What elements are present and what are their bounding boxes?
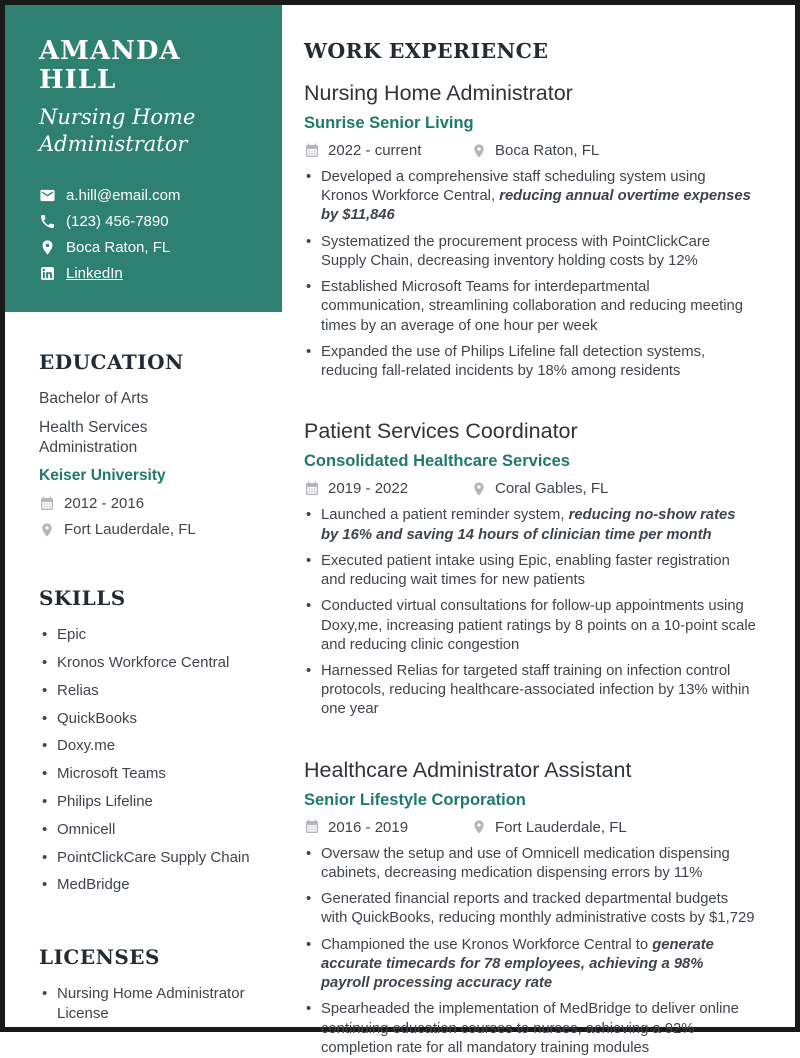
contact-phone-text: (123) 456-7890 — [66, 212, 169, 230]
job-dates-row — [304, 142, 471, 159]
job-meta — [304, 819, 767, 836]
bullet-text: Generated financial reports and tracked departmental budgets with QuickBooks, reducing monthly administrative costs by $1,729 — [321, 891, 755, 927]
job-company: Sunrise Senior Living — [304, 114, 474, 132]
skill-item: • Relias — [39, 681, 254, 701]
license-item: • Nursing Home Administrator License — [39, 984, 254, 1024]
bullet-item — [304, 597, 756, 655]
linkedin-icon — [39, 265, 56, 282]
contact-list — [39, 187, 264, 282]
bullet-text: Established Microsoft Teams for interdepartmental communication, streamlining collaboration and reducing meeting times by an average of one hour per week — [321, 279, 743, 334]
person-name: AMANDA HILL — [39, 36, 181, 95]
job-meta — [304, 142, 767, 159]
bullet-item — [304, 343, 756, 381]
education-field: Health Services Administration — [39, 418, 148, 457]
job-title: Nursing Home Administrator — [304, 81, 573, 105]
bullet-item — [304, 552, 756, 590]
job-location: Boca Raton, FL — [495, 142, 600, 159]
location-pin-icon — [39, 522, 55, 538]
job-company: Senior Lifestyle Corporation — [304, 790, 526, 809]
bullet-text: Executed patient intake using Epic, enabling faster registration and reducing wait times for new patients — [321, 552, 730, 589]
job-title: Healthcare Administrator Assistant — [304, 757, 632, 782]
bullet-item — [304, 278, 756, 336]
skill-item: • Omnicell — [39, 820, 254, 840]
skill-item: • PointClickCare Supply Chain — [39, 848, 254, 868]
work-experience-section — [282, 5, 795, 1056]
location-pin-icon — [39, 239, 56, 256]
linkedin-link[interactable]: LinkedIn — [66, 264, 123, 282]
contact-location — [39, 239, 264, 256]
contact-linkedin — [39, 265, 264, 282]
job-entry — [304, 81, 767, 381]
skill-item: • Kronos Workforce Central — [39, 653, 254, 673]
sidebar — [5, 5, 282, 1027]
calendar-icon — [39, 496, 55, 512]
job-company: Consolidated Healthcare Services — [304, 452, 570, 471]
skill-item: • QuickBooks — [39, 709, 254, 729]
calendar-icon — [304, 481, 320, 497]
skills-heading: SKILLS — [39, 586, 126, 611]
job-dates-row — [304, 819, 471, 836]
job-meta — [304, 480, 767, 497]
location-pin-icon — [471, 819, 487, 835]
job-bullet-list — [304, 168, 767, 381]
bullet-text: Launched a patient reminder system, — [321, 507, 569, 524]
bullet-text: Spearheaded the implementation of MedBridge to deliver online continuing education courses to nurses, achieving a 92% completion rate for all mandatory training modules — [321, 1001, 739, 1056]
education-dates: 2012 - 2016 — [64, 495, 145, 513]
job-dates: 2019 - 2022 — [328, 480, 409, 498]
bullet-item — [304, 168, 756, 226]
skill-item: • Doxy.me — [39, 736, 254, 756]
location-pin-icon — [471, 143, 487, 159]
bullet-text: Conducted virtual consultations for follow-up appointments using Doxy,me, increasing patient ratings by 8 points on a 10-point scale and reducing clinic congestion — [321, 598, 756, 653]
education-school: Keiser University — [39, 467, 166, 485]
skill-item: • Epic — [39, 625, 254, 645]
calendar-icon — [304, 819, 320, 835]
education-heading: EDUCATION — [39, 349, 184, 374]
job-location: Fort Lauderdale, FL — [495, 818, 627, 836]
calendar-icon — [304, 143, 320, 159]
job-location-row — [471, 819, 627, 836]
education-dates-row — [39, 495, 270, 512]
bullet-text: Harnessed Relias for targeted staff training on infection control protocols, reducing healthcare-associated infection by 13% within one year — [321, 662, 750, 718]
skill-item: • Microsoft Teams — [39, 764, 254, 784]
skill-item: • MedBridge — [39, 875, 254, 895]
header-panel — [5, 5, 282, 312]
bullet-text-emphasis: reducing no-show rates by 16% and saving 14 hours of clinician time per month — [321, 507, 736, 543]
contact-location-text: Boca Raton, FL — [66, 238, 171, 256]
job-location: Coral Gables, FL — [495, 480, 609, 498]
phone-icon — [39, 213, 56, 230]
job-dates-row — [304, 480, 471, 497]
licenses-heading: LICENSES — [39, 945, 160, 970]
bullet-text-emphasis: generate accurate timecards for 78 employees, achieving a 98% payroll processing accuracy rate — [321, 936, 714, 992]
job-entry — [304, 758, 767, 1058]
email-icon — [39, 187, 56, 204]
contact-email — [39, 187, 264, 204]
job-bullet-list — [304, 845, 767, 1058]
contact-email-text: a.hill@email.com — [66, 186, 181, 204]
skill-item: • Philips Lifeline — [39, 792, 254, 812]
job-location-row — [471, 142, 599, 159]
licenses-section — [5, 945, 282, 1024]
resume-page — [5, 5, 795, 1056]
job-dates: 2016 - 2019 — [328, 818, 409, 836]
person-job-title: Nursing Home Administrator — [39, 105, 196, 157]
contact-phone — [39, 213, 264, 230]
bullet-text-emphasis: reducing annual overtime expenses by $11,846 — [321, 188, 751, 224]
bullet-text: Oversaw the setup and use of Omnicell medication dispensing cabinets, decreasing medication dispensing errors by 11% — [321, 845, 730, 881]
skills-section — [5, 586, 282, 895]
bullet-item — [304, 506, 756, 544]
job-entry — [304, 419, 767, 719]
location-pin-icon — [471, 481, 487, 497]
licenses-list — [39, 984, 270, 1024]
bullet-item — [304, 845, 756, 883]
bullet-item — [304, 233, 756, 271]
work-experience-heading: WORK EXPERIENCE — [304, 39, 549, 63]
bullet-text: Championed the use Kronos Workforce Central to — [321, 936, 653, 953]
bullet-text: Expanded the use of Philips Lifeline fall detection systems, reducing fall-related incidents by 18% among residents — [321, 343, 706, 380]
skills-list — [39, 625, 270, 895]
education-location: Fort Lauderdale, FL — [64, 521, 196, 539]
bullet-item — [304, 890, 756, 928]
education-section — [5, 350, 282, 538]
job-dates: 2022 - current — [328, 142, 422, 159]
bullet-text: Developed a comprehensive staff scheduling system using Kronos Workforce Central, — [321, 169, 706, 205]
bullet-item — [304, 662, 756, 720]
bullet-item — [304, 1000, 756, 1058]
job-location-row — [471, 480, 608, 497]
bullet-text: Systematized the procurement process with PointClickCare Supply Chain, decreasing inventory holding costs by 12% — [321, 233, 710, 269]
job-title: Patient Services Coordinator — [304, 419, 578, 444]
job-bullet-list — [304, 506, 767, 719]
education-degree: Bachelor of Arts — [39, 389, 149, 407]
education-location-row — [39, 521, 270, 538]
bullet-item — [304, 936, 756, 994]
